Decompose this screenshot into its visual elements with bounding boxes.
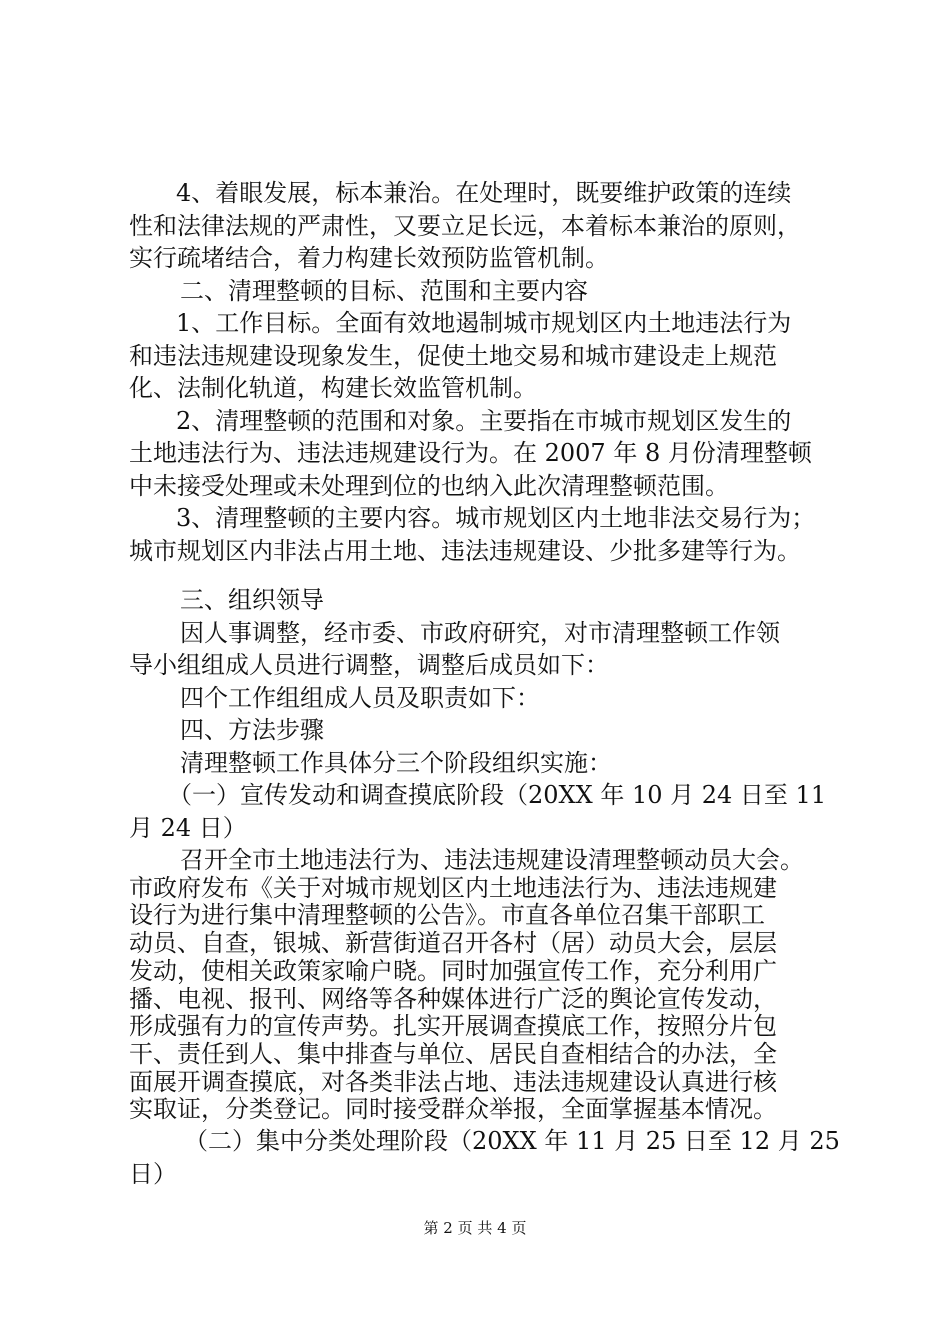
page-footer: 第 2 页 共 4 页 bbox=[423, 1219, 527, 1237]
text-line: 城市规划区内非法占用土地、违法违规建设、少批多建等行为。 bbox=[129, 537, 801, 565]
subsection-heading: （一）宣传发动和调查摸底阶段（20XX 年 10 月 24 日至 11 bbox=[168, 781, 827, 809]
section-heading: 四、方法步骤 bbox=[180, 716, 324, 744]
text-line: 化、法制化轨道，构建长效监管机制。 bbox=[129, 374, 537, 402]
section-heading: 三、组织领导 bbox=[180, 586, 324, 614]
text-line: 形成强有力的宣传声势。扎实开展调查摸底工作，按照分片包 bbox=[129, 1012, 777, 1041]
text-line: 4、着眼发展，标本兼治。在处理时，既要维护政策的连续 bbox=[176, 179, 792, 207]
text-line: 播、电视、报刊、网络等各种媒体进行广泛的舆论宣传发动， bbox=[129, 984, 777, 1013]
text-line: 因人事调整，经市委、市政府研究，对市清理整顿工作领 bbox=[180, 619, 780, 647]
section-heading: 二、清理整顿的目标、范围和主要内容 bbox=[180, 277, 588, 305]
text-line: 四个工作组组成人员及职责如下： bbox=[180, 684, 540, 712]
text-line: 土地违法行为、违法违规建设行为。在 2007 年 8 月份清理整顿 bbox=[129, 439, 812, 467]
text-line: 发动，使相关政策家喻户晓。同时加强宣传工作，充分利用广 bbox=[129, 956, 777, 985]
text-line: 干、责任到人、集中排查与单位、居民自查相结合的办法，全 bbox=[129, 1039, 777, 1068]
text-line: 3、清理整顿的主要内容。城市规划区内土地非法交易行为； bbox=[176, 504, 816, 532]
text-line: 设行为进行集中清理整顿的公告》。市直各单位召集干部职工 bbox=[129, 901, 765, 930]
text-line: 实行疏堵结合，着力构建长效预防监管机制。 bbox=[129, 244, 609, 272]
text-line: 1、工作目标。全面有效地遏制城市规划区内土地违法行为 bbox=[176, 309, 792, 337]
text-line: 月 24 日） bbox=[129, 814, 247, 842]
text-line: 面展开调查摸底，对各类非法占地、违法违规建设认真进行核 bbox=[129, 1067, 777, 1096]
text-line: 性和法律法规的严肃性，又要立足长远，本着标本兼治的原则， bbox=[129, 212, 801, 240]
text-line: 日） bbox=[129, 1160, 177, 1188]
text-line: 动员、自查，银城、新营街道召开各村（居）动员大会，层层 bbox=[129, 929, 777, 958]
text-line: 中未接受处理或未处理到位的也纳入此次清理整顿范围。 bbox=[129, 472, 729, 500]
text-line: 实取证，分类登记。同时接受群众举报，全面掌握基本情况。 bbox=[129, 1095, 777, 1124]
text-line: 市政府发布《关于对城市规划区内土地违法行为、违法违规建 bbox=[129, 873, 777, 902]
text-line: 2、清理整顿的范围和对象。主要指在市城市规划区发生的 bbox=[176, 407, 792, 435]
subsection-heading: （二）集中分类处理阶段（20XX 年 11 月 25 日至 12 月 25 bbox=[184, 1127, 840, 1155]
text-line: 导小组组成人员进行调整，调整后成员如下： bbox=[129, 651, 609, 679]
text-line: 和违法违规建设现象发生，促使土地交易和城市建设走上规范 bbox=[129, 342, 777, 370]
text-line: 召开全市土地违法行为、违法违规建设清理整顿动员大会。 bbox=[180, 846, 804, 874]
text-line: 清理整顿工作具体分三个阶段组织实施： bbox=[180, 749, 612, 777]
